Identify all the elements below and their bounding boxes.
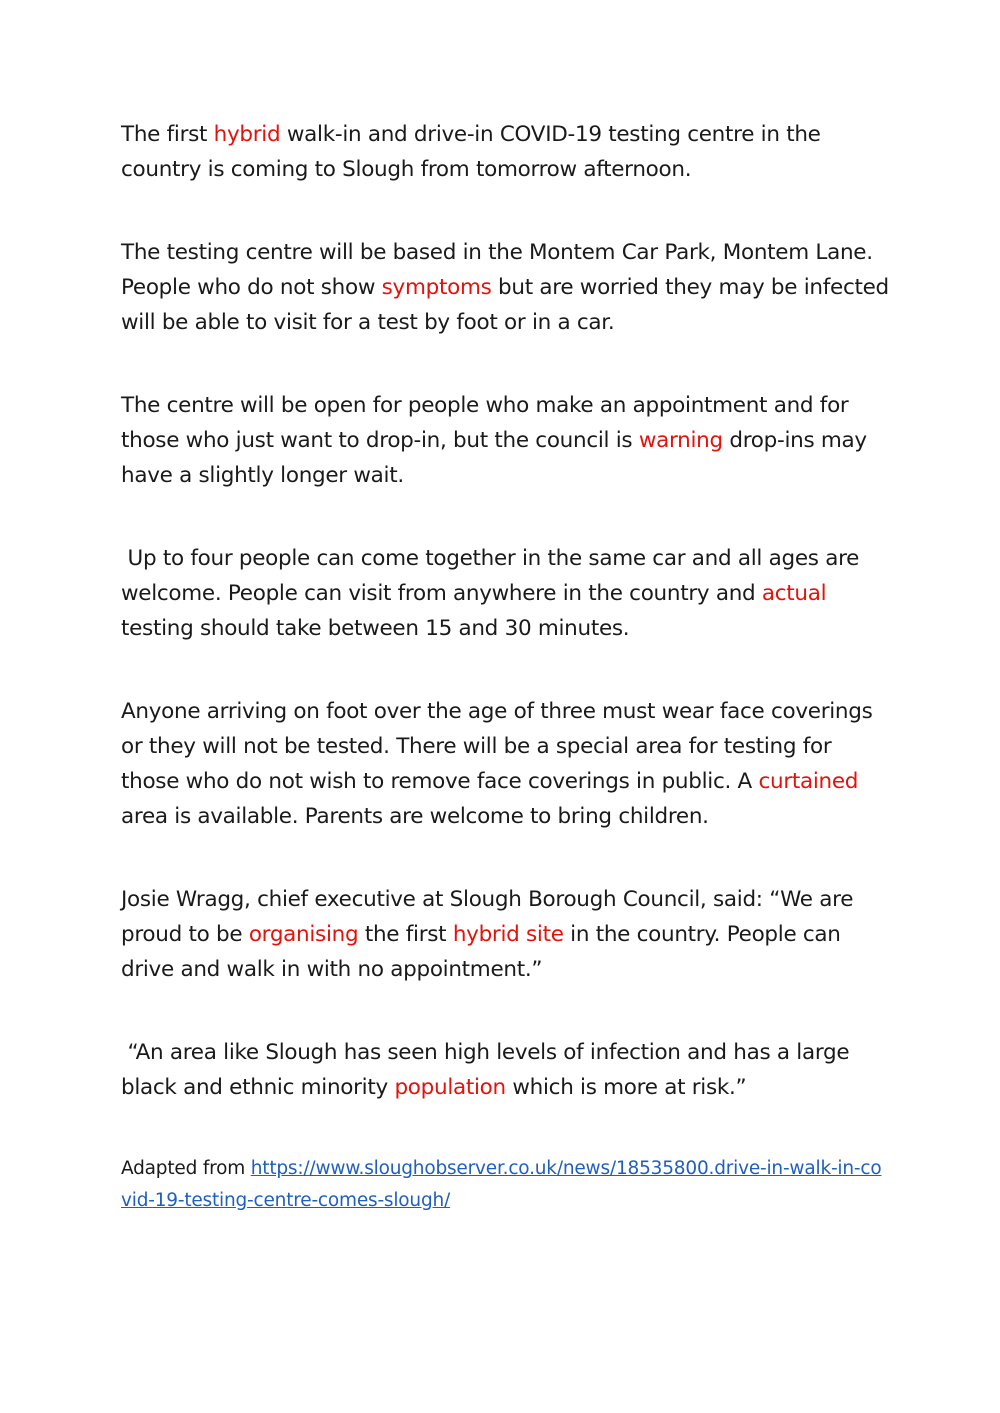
paragraph-text: walk-in and drive-in COVID-19 testing centre in the country is coming to Slough from tomorrow afternoon. <box>121 122 821 182</box>
paragraph-text: the first <box>358 922 453 947</box>
paragraph-text: Anyone arriving on foot over the age of three must wear face coverings or they will not be tested. There will be a special area for testing for those who do not wish to remove face coverings in public. A <box>121 699 873 794</box>
paragraph-text: The centre will be open for people who make an appointment and for those who just want to drop-in, but the council is <box>121 393 849 453</box>
highlighted-word: hybrid <box>213 122 281 147</box>
source-link[interactable]: https://www.sloughobserver.co.uk/news/18535800.drive-in-walk-in-covid-19-testing-centre-comes-slough/ <box>121 1158 882 1211</box>
paragraph-5 <box>121 694 891 834</box>
highlighted-word: curtained <box>758 769 859 794</box>
highlighted-word: actual <box>761 581 827 606</box>
paragraph-text: area is available. Parents are welcome to bring children. <box>121 804 709 829</box>
source-prefix: Adapted from <box>121 1158 251 1179</box>
paragraph-text: drop-ins may have a slightly longer wait. <box>121 428 867 488</box>
paragraph-2 <box>121 235 891 340</box>
source-citation <box>121 1153 891 1217</box>
paragraph-7 <box>121 1035 891 1105</box>
highlighted-word: population <box>394 1075 506 1100</box>
highlighted-word: warning <box>638 428 723 453</box>
paragraph-list <box>121 117 891 1105</box>
highlighted-word: organising <box>248 922 359 947</box>
paragraph-text: in the country. People can drive and walk in with no appointment.” <box>121 922 841 982</box>
paragraph-text: The first <box>121 122 214 147</box>
paragraph-1 <box>121 117 891 187</box>
paragraph-text: but are worried they may be infected will be able to visit for a test by foot or in a car. <box>121 275 889 335</box>
paragraph-text: which is more at risk.” <box>505 1075 747 1100</box>
paragraph-text: The testing centre will be based in the Montem Car Park, Montem Lane. People who do not show <box>121 240 873 300</box>
paragraph-text: testing should take between 15 and 30 minutes. <box>121 616 630 641</box>
paragraph-4 <box>121 541 891 646</box>
paragraph-text: “An area like Slough has seen high levels of infection and has a large black and ethnic minority <box>121 1040 850 1100</box>
highlighted-word: hybrid site <box>452 922 564 947</box>
paragraph-6 <box>121 882 891 987</box>
paragraph-text: Up to four people can come together in the same car and all ages are welcome. People can visit from anywhere in the country and <box>121 546 860 606</box>
article-body <box>121 117 891 1236</box>
paragraph-3 <box>121 388 891 493</box>
paragraph-text: Josie Wragg, chief executive at Slough Borough Council, said: “We are proud to be <box>121 887 854 947</box>
highlighted-word: symptoms <box>381 275 492 300</box>
